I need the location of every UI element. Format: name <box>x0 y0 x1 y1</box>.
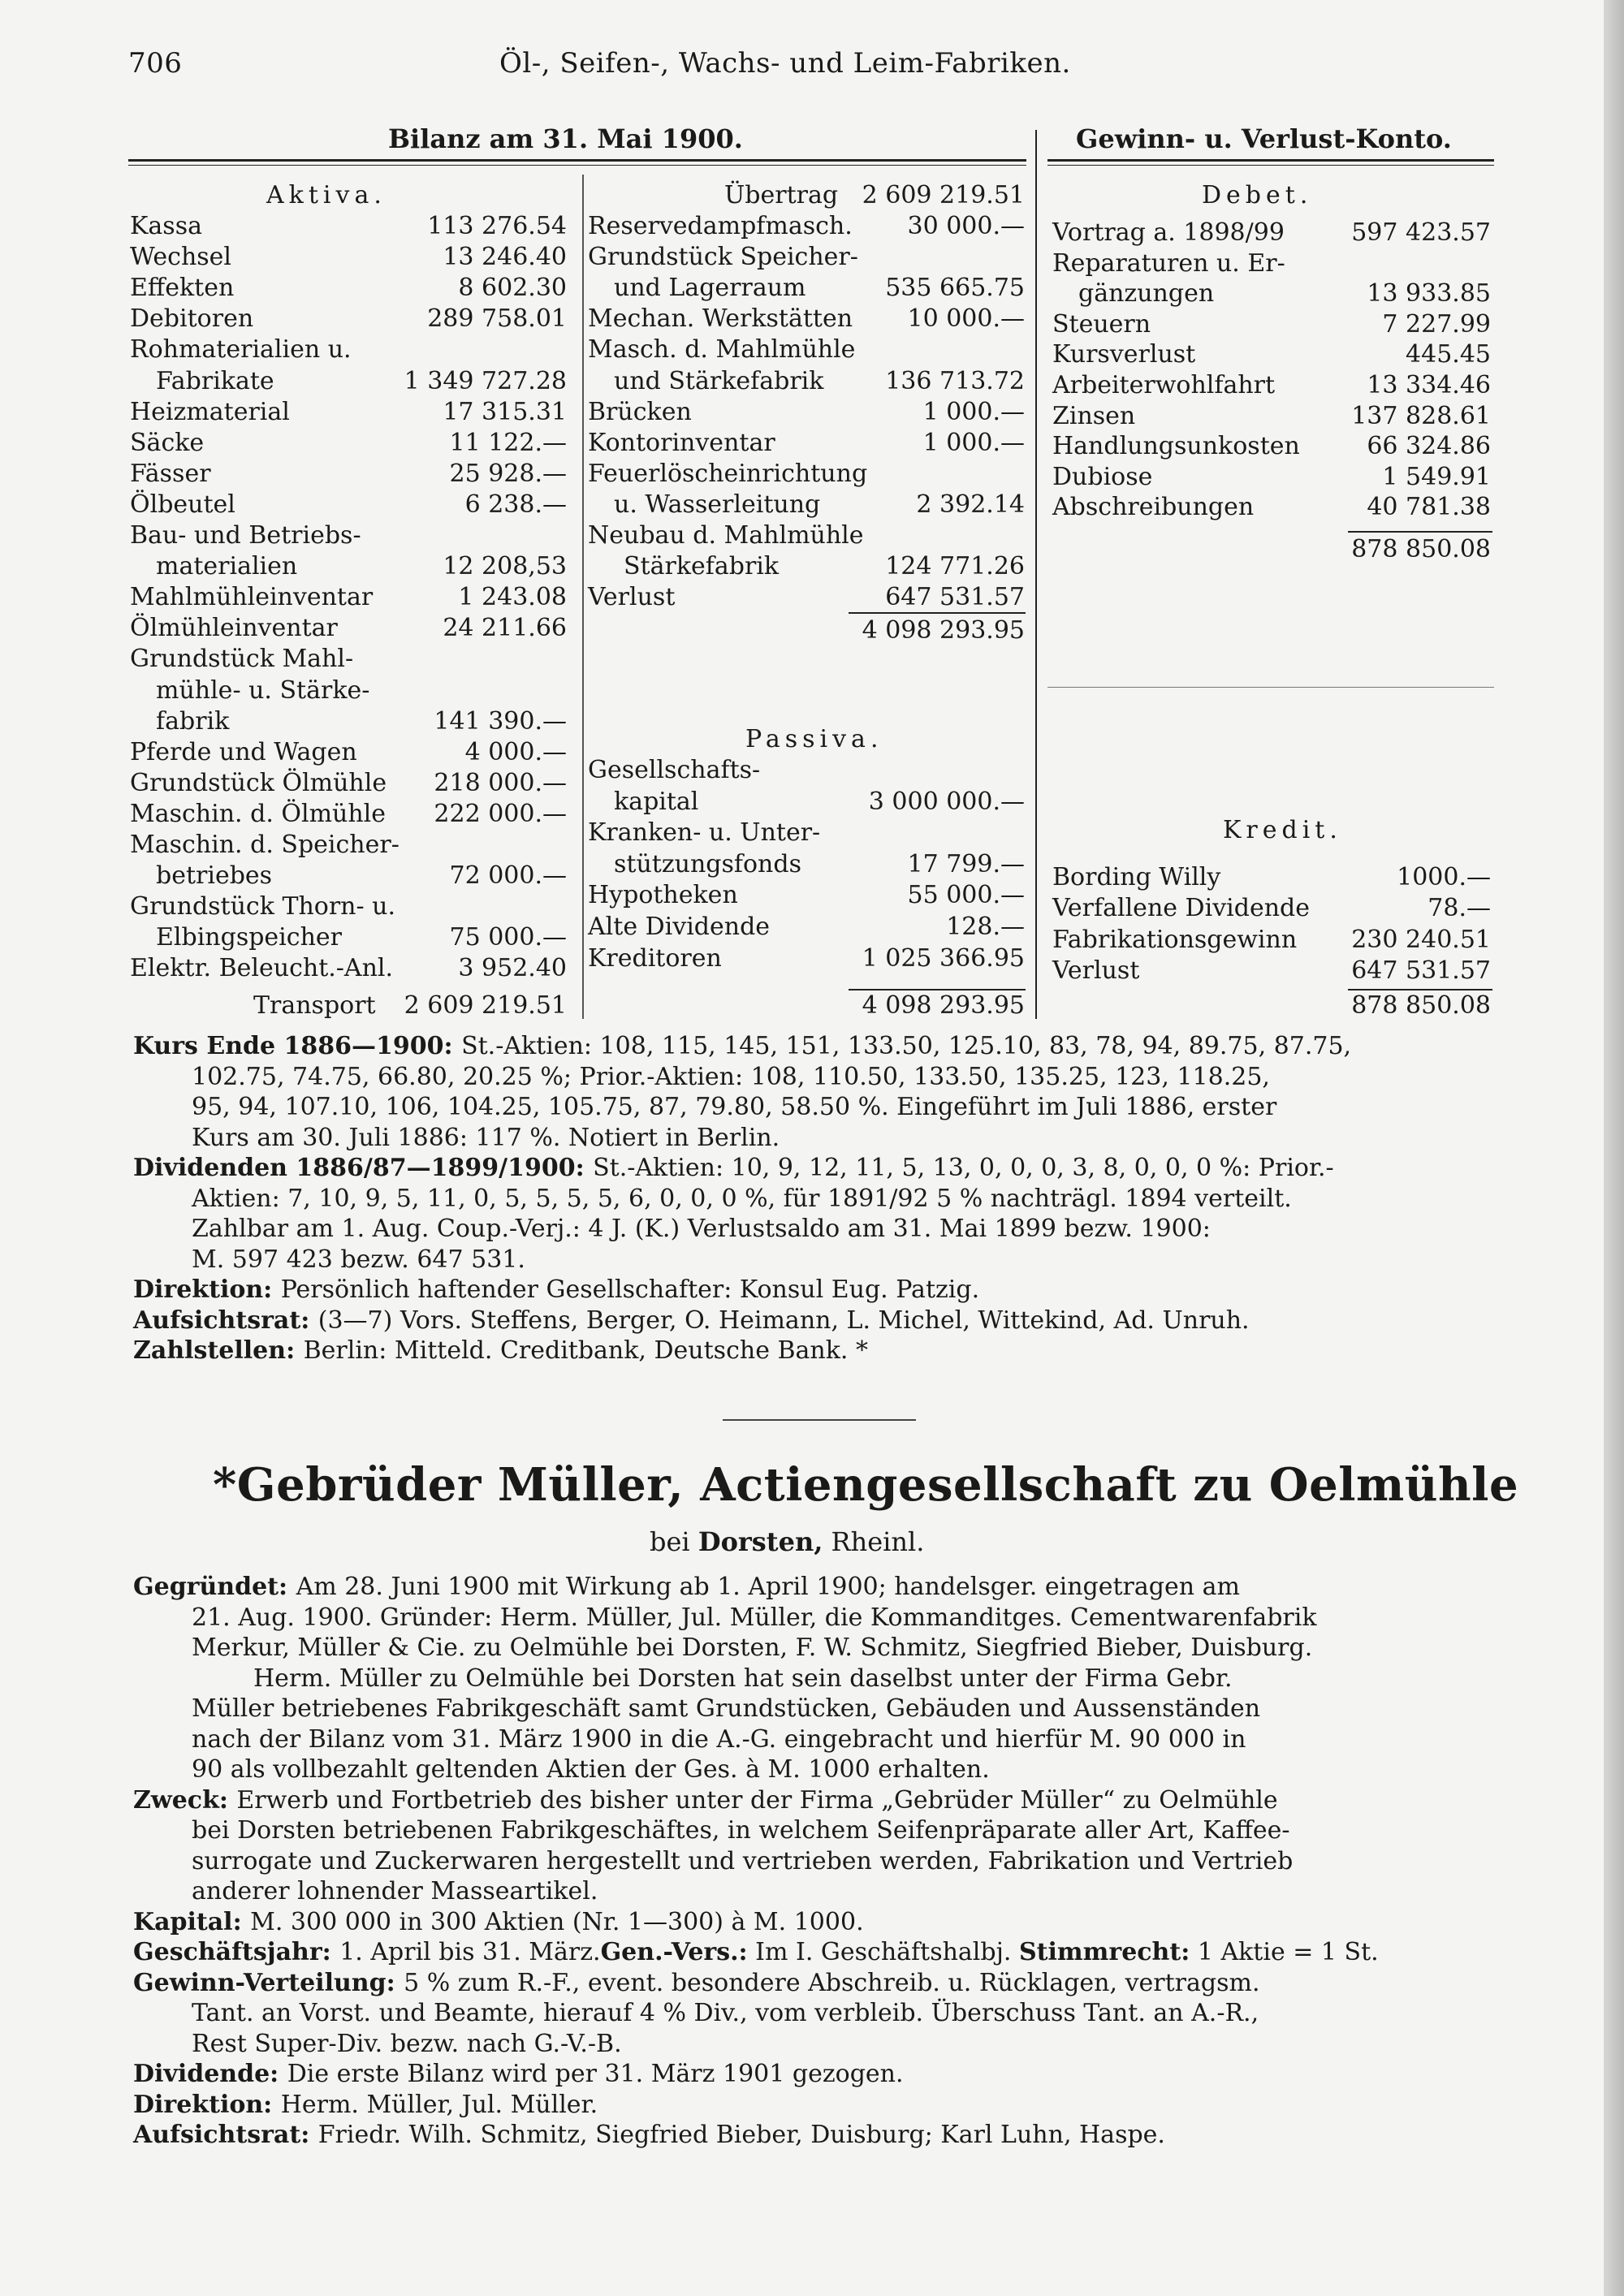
aktiva-item-label: Fässer <box>130 459 211 488</box>
aktiva-cont-item-row <box>588 242 1025 273</box>
aktiva-item-row <box>130 242 567 273</box>
section2-text: 5 % zum R.-F., event. besondere Abschreib. u. Rücklagen, vertragsm. <box>404 1968 1260 1997</box>
aktiva-item-label: Maschin. d. Ölmühle <box>130 799 387 828</box>
debet-item-row <box>1052 462 1491 493</box>
aktiva-item-label: fabrik <box>156 706 230 736</box>
passiva-item-row <box>588 755 1025 786</box>
section2-line <box>133 2090 1497 2121</box>
aktiva-total-rule <box>849 612 1026 614</box>
guv-title-rule-thin <box>1047 165 1494 166</box>
debet-item-label: Reparaturen u. Er- <box>1052 248 1285 278</box>
section2-extra: 1 Aktie = 1 St. <box>1190 1938 1379 1966</box>
passiva-item-value: 3 000 000.— <box>868 787 1025 816</box>
aktiva-cont-item-row <box>588 334 1025 365</box>
kredit-item-label: Fabrikationsgewinn <box>1052 925 1298 954</box>
aktiva-heading: Aktiva. <box>266 181 387 209</box>
aktiva-item-value: 25 928.— <box>449 459 567 488</box>
aktiva-item-row <box>130 334 567 365</box>
aktiva-item-row <box>130 891 567 922</box>
section2-text: Erwerb und Fortbetrieb des bisher unter der Firma „Gebrüder Müller“ zu Oelmühle <box>236 1785 1278 1815</box>
aktiva-cont-item-value: 10 000.— <box>907 304 1025 334</box>
kredit-item-value: 230 240.51 <box>1351 925 1491 954</box>
section2-label: Zweck: <box>133 1785 237 1815</box>
page-number: 706 <box>128 47 183 80</box>
debet-item-value: 66 324.86 <box>1367 432 1491 461</box>
kredit-item-label: Verfallene Dividende <box>1052 894 1310 923</box>
aktiva-item-label: Ölbeutel <box>130 490 235 519</box>
debet-item-label: Vortrag a. 1898/99 <box>1052 218 1285 247</box>
debet-heading: Debet. <box>1202 181 1313 209</box>
aktiva-item-label: Effekten <box>130 274 235 303</box>
section2-label: Gegründet: <box>133 1573 296 1601</box>
debet-item-row <box>1052 431 1491 462</box>
section2-line: nach der Bilanz vom 31. März 1900 in die A.-G. eingebracht und hierfür M. 90 000 in <box>192 1724 1246 1754</box>
aktiva-cont-item-value: 1 000.— <box>922 428 1025 457</box>
passiva-item-label: stützungsfonds <box>614 849 801 878</box>
aktiva-item-value: 8 602.30 <box>458 274 567 303</box>
section-separator <box>723 1419 916 1421</box>
debet-item-label: Abschreibungen <box>1052 493 1255 522</box>
section1-line <box>133 1336 1497 1366</box>
scan-edge <box>1604 0 1624 2296</box>
aktiva-item-row <box>130 366 567 397</box>
section2-line <box>133 1937 1497 1968</box>
aktiva-item-label: materialien <box>156 552 298 581</box>
passiva-item-value: 17 799.— <box>907 849 1025 878</box>
section1-label: Dividenden 1886/87—1899/1900: <box>133 1154 594 1182</box>
bilanz-title: Bilanz am 31. Mai 1900. <box>388 123 743 154</box>
section1-line: 102.75, 74.75, 66.80, 20.25 %; Prior.-Aktien: 108, 110.50, 133.50, 135.25, 123, 118.25, <box>192 1062 1270 1091</box>
aktiva-item-label: Elbingspeicher <box>156 923 342 952</box>
aktiva-cont-item-label: Masch. d. Mahlmühle <box>588 335 856 365</box>
section1-text: Persönlich haftender Gesellschafter: Konsul Eug. Patzig. <box>280 1275 980 1304</box>
debet-item-row <box>1052 401 1491 432</box>
debet-item-value: 445.45 <box>1406 340 1491 369</box>
aktiva-cont-item-label: Neubau d. Mahlmühle <box>588 521 864 550</box>
aktiva-cont-item-row <box>588 551 1025 582</box>
aktiva-total: 4 098 293.95 <box>862 616 1025 645</box>
kredit-item-value: 647 531.57 <box>1351 956 1491 986</box>
aktiva-item-label: Grundstück Ölmühle <box>130 768 387 797</box>
section1-label: Direktion: <box>133 1275 281 1304</box>
aktiva-item-value: 3 952.40 <box>458 954 567 983</box>
section1 <box>133 1031 1497 1366</box>
company-title: *Gebrüder Müller, Actiengesellschaft zu Oelmühle <box>213 1458 1519 1512</box>
section2-extra: Im I. Geschäftshalbj. <box>747 1938 1019 1966</box>
aktiva-cont-item-row <box>588 366 1025 397</box>
debet-item-row <box>1052 309 1491 340</box>
aktiva-item-row <box>130 737 567 768</box>
guv-title-rule <box>1047 159 1494 162</box>
debet-total-rule <box>1348 531 1492 533</box>
passiva-item-row <box>588 912 1025 943</box>
aktiva-item-value: 4 000.— <box>464 737 567 766</box>
passiva-item-value: 55 000.— <box>907 881 1025 910</box>
passiva-item-value: 1 025 366.95 <box>862 943 1025 973</box>
section1-line: Aktien: 7, 10, 9, 5, 11, 0, 5, 5, 5, 5, 6, 0, 0, 0 %, für 1891/92 5 % nachträgl. 1894 verteilt. <box>192 1184 1292 1213</box>
aktiva-cont-item-row <box>588 582 1025 613</box>
section2-label: Kapital: <box>133 1907 251 1936</box>
aktiva-item-value: 6 238.— <box>464 490 567 519</box>
aktiva-item-row <box>130 211 567 242</box>
section2-line: 90 als vollbezahlt geltenden Aktien der Ges. à M. 1000 erhalten. <box>192 1755 990 1784</box>
debet-item-label: gänzungen <box>1078 279 1215 309</box>
section2-label: Aufsichtsrat: <box>133 2121 318 2149</box>
aktiva-item-row <box>130 397 567 428</box>
bilanz-column-divider <box>582 175 584 1019</box>
aktiva-cont-item-value: 1 000.— <box>922 397 1025 426</box>
aktiva-item-row <box>130 273 567 304</box>
aktiva-cont-item-value: 2 392.14 <box>916 490 1025 519</box>
aktiva-item-value: 113 276.54 <box>427 212 567 240</box>
section2-line <box>133 1907 1497 1938</box>
aktiva-item-row <box>130 830 567 861</box>
debet-item-row <box>1052 492 1491 523</box>
aktiva-item-row <box>130 428 567 459</box>
section2-line: 21. Aug. 1900. Gründer: Herm. Müller, Jul. Müller, die Kommanditges. Cementwarenfabrik <box>192 1603 1317 1632</box>
aktiva-item-label: betriebes <box>156 861 273 891</box>
aktiva-item-row <box>130 613 567 644</box>
passiva-item-row <box>588 849 1025 880</box>
section1-line: Kurs am 30. Juli 1886: 117 %. Notiert in Berlin. <box>192 1123 780 1152</box>
aktiva-item-label: Fabrikate <box>156 366 274 395</box>
section2-line: bei Dorsten betriebenen Fabrikgeschäftes, in welchem Seifenpräparate aller Art, Kaffee- <box>192 1816 1290 1845</box>
guv-divider <box>1047 687 1494 688</box>
section2-text: 1. April bis 31. März. <box>339 1938 601 1966</box>
debet-item-value: 7 227.99 <box>1382 309 1491 339</box>
debet-item-row <box>1052 339 1491 370</box>
passiva-item-row <box>588 787 1025 818</box>
debet-item-value: 13 334.46 <box>1367 371 1491 399</box>
subtitle-place: Dorsten, <box>698 1526 823 1557</box>
passiva-heading: Passiva. <box>745 725 883 753</box>
section1-line: M. 597 423 bezw. 647 531. <box>192 1245 525 1274</box>
aktiva-item-label: Elektr. Beleucht.-Anl. <box>130 954 394 983</box>
uebertrag-value: 2 609 219.51 <box>862 181 1025 209</box>
kredit-item-row <box>1052 893 1491 924</box>
aktiva-item-value: 1 349 727.28 <box>404 366 567 395</box>
aktiva-cont-item-label: Kontorinventar <box>588 428 775 457</box>
section2 <box>133 1572 1497 2151</box>
aktiva-cont-item-label: u. Wasserleitung <box>614 490 821 519</box>
section2-line: Müller betriebenes Fabrikgeschäft samt Grundstücken, Gebäuden und Aussenständen <box>192 1694 1261 1723</box>
aktiva-item-label: Rohmaterialien u. <box>130 335 352 365</box>
debet-item-row <box>1052 370 1491 401</box>
aktiva-item-row <box>130 582 567 613</box>
passiva-item-label: Gesellschafts- <box>588 756 761 784</box>
aktiva-cont-item-label: Stärkefabrik <box>624 552 780 581</box>
section1-text: St.-Aktien: 108, 115, 145, 151, 133.50, 125.10, 83, 78, 94, 89.75, 87.75, <box>461 1032 1352 1060</box>
section2-line: Rest Super-Div. bezw. nach G.-V.-B. <box>192 2029 622 2058</box>
kredit-item-label: Verlust <box>1052 956 1140 986</box>
aktiva-item-label: Grundstück Thorn- u. <box>130 892 396 921</box>
transport-value: 2 609 219.51 <box>404 991 567 1020</box>
aktiva-cont-item-value: 535 665.75 <box>885 274 1025 303</box>
section2-line <box>133 2059 1497 2090</box>
section2-line <box>133 1572 1497 1603</box>
aktiva-item-row <box>130 922 567 953</box>
passiva-item-label: Kreditoren <box>588 943 722 973</box>
debet-item-label: Arbeiterwohlfahrt <box>1052 371 1276 399</box>
aktiva-cont-item-label: Grundstück Speicher- <box>588 243 858 272</box>
debet-item-label: Kursverlust <box>1052 340 1196 369</box>
section2-text: M. 300 000 in 300 Aktien (Nr. 1—300) à M. 1000. <box>250 1907 864 1936</box>
debet-item-row <box>1052 218 1491 248</box>
aktiva-cont-item-label: Reservedampfmasch. <box>588 212 853 240</box>
debet-item-value: 13 933.85 <box>1367 279 1491 309</box>
passiva-item-label: Alte Dividende <box>588 913 771 941</box>
section1-line: Zahlbar am 1. Aug. Coup.-Verj.: 4 J. (K.) Verlustsaldo am 31. Mai 1899 bezw. 1900: <box>192 1215 1211 1243</box>
debet-total: 878 850.08 <box>1351 535 1491 563</box>
transport-label: Transport <box>253 991 376 1020</box>
aktiva-cont-item-row <box>588 490 1025 520</box>
debet-item-value: 1 549.91 <box>1382 462 1491 491</box>
section1-text: Berlin: Mitteld. Creditbank, Deutsche Bank. * <box>303 1336 868 1365</box>
kredit-item-row <box>1052 956 1491 986</box>
section2-label: Geschäftsjahr: <box>133 1938 340 1966</box>
aktiva-cont-item-label: und Stärkefabrik <box>614 366 824 395</box>
passiva-item-row <box>588 943 1025 974</box>
passiva-total: 4 098 293.95 <box>862 991 1025 1020</box>
aktiva-cont-item-value: 124 771.26 <box>885 552 1025 581</box>
section2-line <box>133 1968 1497 1999</box>
aktiva-item-label: Debitoren <box>130 304 254 334</box>
aktiva-cont-item-value: 647 531.57 <box>885 583 1025 612</box>
aktiva-item-value: 289 758.01 <box>427 304 567 334</box>
guv-column-divider <box>1035 130 1037 1019</box>
section1-line <box>133 1031 1497 1062</box>
kredit-item-row <box>1052 925 1491 956</box>
debet-item-label: Zinsen <box>1052 401 1136 430</box>
aktiva-cont-item-value: 30 000.— <box>907 212 1025 240</box>
aktiva-item-row <box>130 304 567 334</box>
kredit-total: 878 850.08 <box>1351 991 1491 1020</box>
passiva-item-row <box>588 818 1025 848</box>
kredit-heading: Kredit. <box>1223 816 1342 844</box>
aktiva-cont-item-value: 136 713.72 <box>885 366 1025 395</box>
section1-line <box>133 1306 1497 1336</box>
guv-title: Gewinn- u. Verlust-Konto. <box>1076 123 1452 154</box>
kredit-item-value: 78.— <box>1427 894 1491 923</box>
aktiva-cont-item-row <box>588 273 1025 304</box>
section1-label: Aufsichtsrat: <box>133 1306 318 1335</box>
aktiva-cont-item-row <box>588 459 1025 490</box>
aktiva-item-row <box>130 953 567 984</box>
section1-line: 95, 94, 107.10, 106, 104.25, 105.75, 87, 79.80, 58.50 %. Eingeführt im Juli 1886, erster <box>192 1093 1277 1121</box>
aktiva-item-label: Mahlmühleinventar <box>130 583 374 612</box>
aktiva-item-row <box>130 520 567 551</box>
passiva-item-label: Hypotheken <box>588 881 738 910</box>
aktiva-item-value: 17 315.31 <box>443 397 567 426</box>
aktiva-item-label: Heizmaterial <box>130 397 290 426</box>
aktiva-cont-item-label: Feuerlöscheinrichtung <box>588 459 868 488</box>
section2-label: Direktion: <box>133 2090 281 2119</box>
uebertrag-label: Übertrag <box>724 181 839 209</box>
aktiva-item-label: mühle- u. Stärke- <box>156 675 370 705</box>
running-title: Öl-, Seifen-, Wachs- und Leim-Fabriken. <box>499 47 1071 80</box>
aktiva-cont-item-row <box>588 211 1025 242</box>
section1-line <box>133 1153 1497 1184</box>
aktiva-item-value: 222 000.— <box>434 799 567 828</box>
aktiva-item-row <box>130 706 567 737</box>
passiva-item-label: kapital <box>614 787 699 816</box>
section2-line <box>133 2120 1497 2151</box>
aktiva-cont-item-label: Mechan. Werkstätten <box>588 304 853 334</box>
debet-item-label: Handlungsunkosten <box>1052 432 1300 461</box>
section2-line: Merkur, Müller & Cie. zu Oelmühle bei Dorsten, F. W. Schmitz, Siegfried Bieber, Duisburg. <box>192 1634 1313 1662</box>
aktiva-item-row <box>130 644 567 675</box>
section2-line: surrogate und Zuckerwaren hergestellt und vertrieben werden, Fabrikation und Vertrieb <box>192 1846 1294 1875</box>
section2-line: Herm. Müller zu Oelmühle bei Dorsten hat sein daselbst unter der Firma Gebr. <box>253 1664 1233 1693</box>
kredit-item-row <box>1052 862 1491 893</box>
passiva-item-value: 128.— <box>946 913 1025 941</box>
aktiva-cont-item-row <box>588 304 1025 334</box>
section2-line: anderer lohnender Masseartikel. <box>192 1877 598 1905</box>
section2-text: Herm. Müller, Jul. Müller. <box>280 2090 598 2119</box>
debet-item-label: Steuern <box>1052 309 1151 339</box>
section2-extra: Stimmrecht: <box>1018 1938 1190 1966</box>
aktiva-item-value: 75 000.— <box>449 923 567 952</box>
debet-item-row <box>1052 248 1491 279</box>
passiva-item-label: Kranken- u. Unter- <box>588 818 821 848</box>
aktiva-item-row <box>130 551 567 582</box>
aktiva-item-label: Kassa <box>130 212 202 240</box>
passiva-item-row <box>588 880 1025 911</box>
aktiva-item-label: Ölmühleinventar <box>130 614 338 643</box>
aktiva-item-label: Bau- und Betriebs- <box>130 521 361 550</box>
aktiva-item-row <box>130 799 567 830</box>
aktiva-cont-item-row <box>588 520 1025 551</box>
aktiva-cont-item-row <box>588 397 1025 428</box>
section2-label: Dividende: <box>133 2060 287 2088</box>
debet-item-value: 597 423.57 <box>1351 218 1491 247</box>
kredit-item-label: Bording Willy <box>1052 863 1221 891</box>
bilanz-title-rule <box>128 159 1026 162</box>
debet-item-label: Dubiose <box>1052 462 1153 491</box>
section1-label: Kurs Ende 1886—1900: <box>133 1032 462 1060</box>
aktiva-item-label: Grundstück Mahl- <box>130 645 354 674</box>
aktiva-cont-item-label: und Lagerraum <box>614 274 806 303</box>
section2-text: Am 28. Juni 1900 mit Wirkung ab 1. April 1900; handelsger. eingetragen am <box>296 1573 1240 1601</box>
aktiva-item-value: 24 211.66 <box>443 614 567 643</box>
aktiva-item-value: 12 208,53 <box>443 552 567 581</box>
subtitle-prefix: bei <box>650 1526 690 1557</box>
aktiva-item-row <box>130 768 567 799</box>
aktiva-item-label: Säcke <box>130 428 205 457</box>
bilanz-title-rule-thin <box>128 165 1026 166</box>
section2-text: Die erste Bilanz wird per 31. März 1901 gezogen. <box>287 2060 904 2088</box>
aktiva-item-row <box>130 675 567 706</box>
section2-extra: Gen.-Vers.: <box>600 1938 748 1966</box>
aktiva-item-value: 218 000.— <box>434 768 567 797</box>
aktiva-item-row <box>130 861 567 891</box>
section1-text: St.-Aktien: 10, 9, 12, 11, 5, 13, 0, 0, 0, 3, 8, 0, 0, 0 %: Prior.- <box>593 1154 1334 1182</box>
aktiva-cont-item-label: Verlust <box>588 583 676 612</box>
section1-text: (3—7) Vors. Steffens, Berger, O. Heimann, L. Michel, Wittekind, Ad. Unruh. <box>317 1306 1250 1335</box>
kredit-item-value: 1000.— <box>1397 863 1491 891</box>
aktiva-item-label: Maschin. d. Speicher- <box>130 831 400 859</box>
subtitle-suffix: Rheinl. <box>831 1526 925 1557</box>
debet-item-value: 137 828.61 <box>1351 401 1491 430</box>
aktiva-item-value: 1 243.08 <box>458 583 567 612</box>
aktiva-item-value: 72 000.— <box>449 861 567 891</box>
aktiva-item-label: Pferde und Wagen <box>130 737 357 766</box>
section2-label: Gewinn-Verteilung: <box>133 1968 404 1997</box>
debet-item-value: 40 781.38 <box>1367 493 1491 522</box>
section1-label: Zahlstellen: <box>133 1336 304 1365</box>
section1-line <box>133 1275 1497 1306</box>
aktiva-item-value: 11 122.— <box>449 428 567 457</box>
aktiva-item-label: Wechsel <box>130 243 232 272</box>
company-subtitle <box>650 1526 924 1557</box>
aktiva-item-value: 13 246.40 <box>443 243 567 272</box>
debet-item-row <box>1052 278 1491 309</box>
aktiva-item-row <box>130 490 567 520</box>
aktiva-item-row <box>130 459 567 490</box>
section2-text: Friedr. Wilh. Schmitz, Siegfried Bieber, Duisburg; Karl Luhn, Haspe. <box>317 2121 1165 2149</box>
aktiva-item-value: 141 390.— <box>434 706 567 736</box>
section2-line <box>133 1785 1497 1816</box>
section2-line: Tant. an Vorst. und Beamte, hierauf 4 % Div., vom verbleib. Überschuss Tant. an A.-R., <box>192 1999 1259 2027</box>
aktiva-cont-item-row <box>588 428 1025 459</box>
aktiva-cont-item-label: Brücken <box>588 397 692 426</box>
